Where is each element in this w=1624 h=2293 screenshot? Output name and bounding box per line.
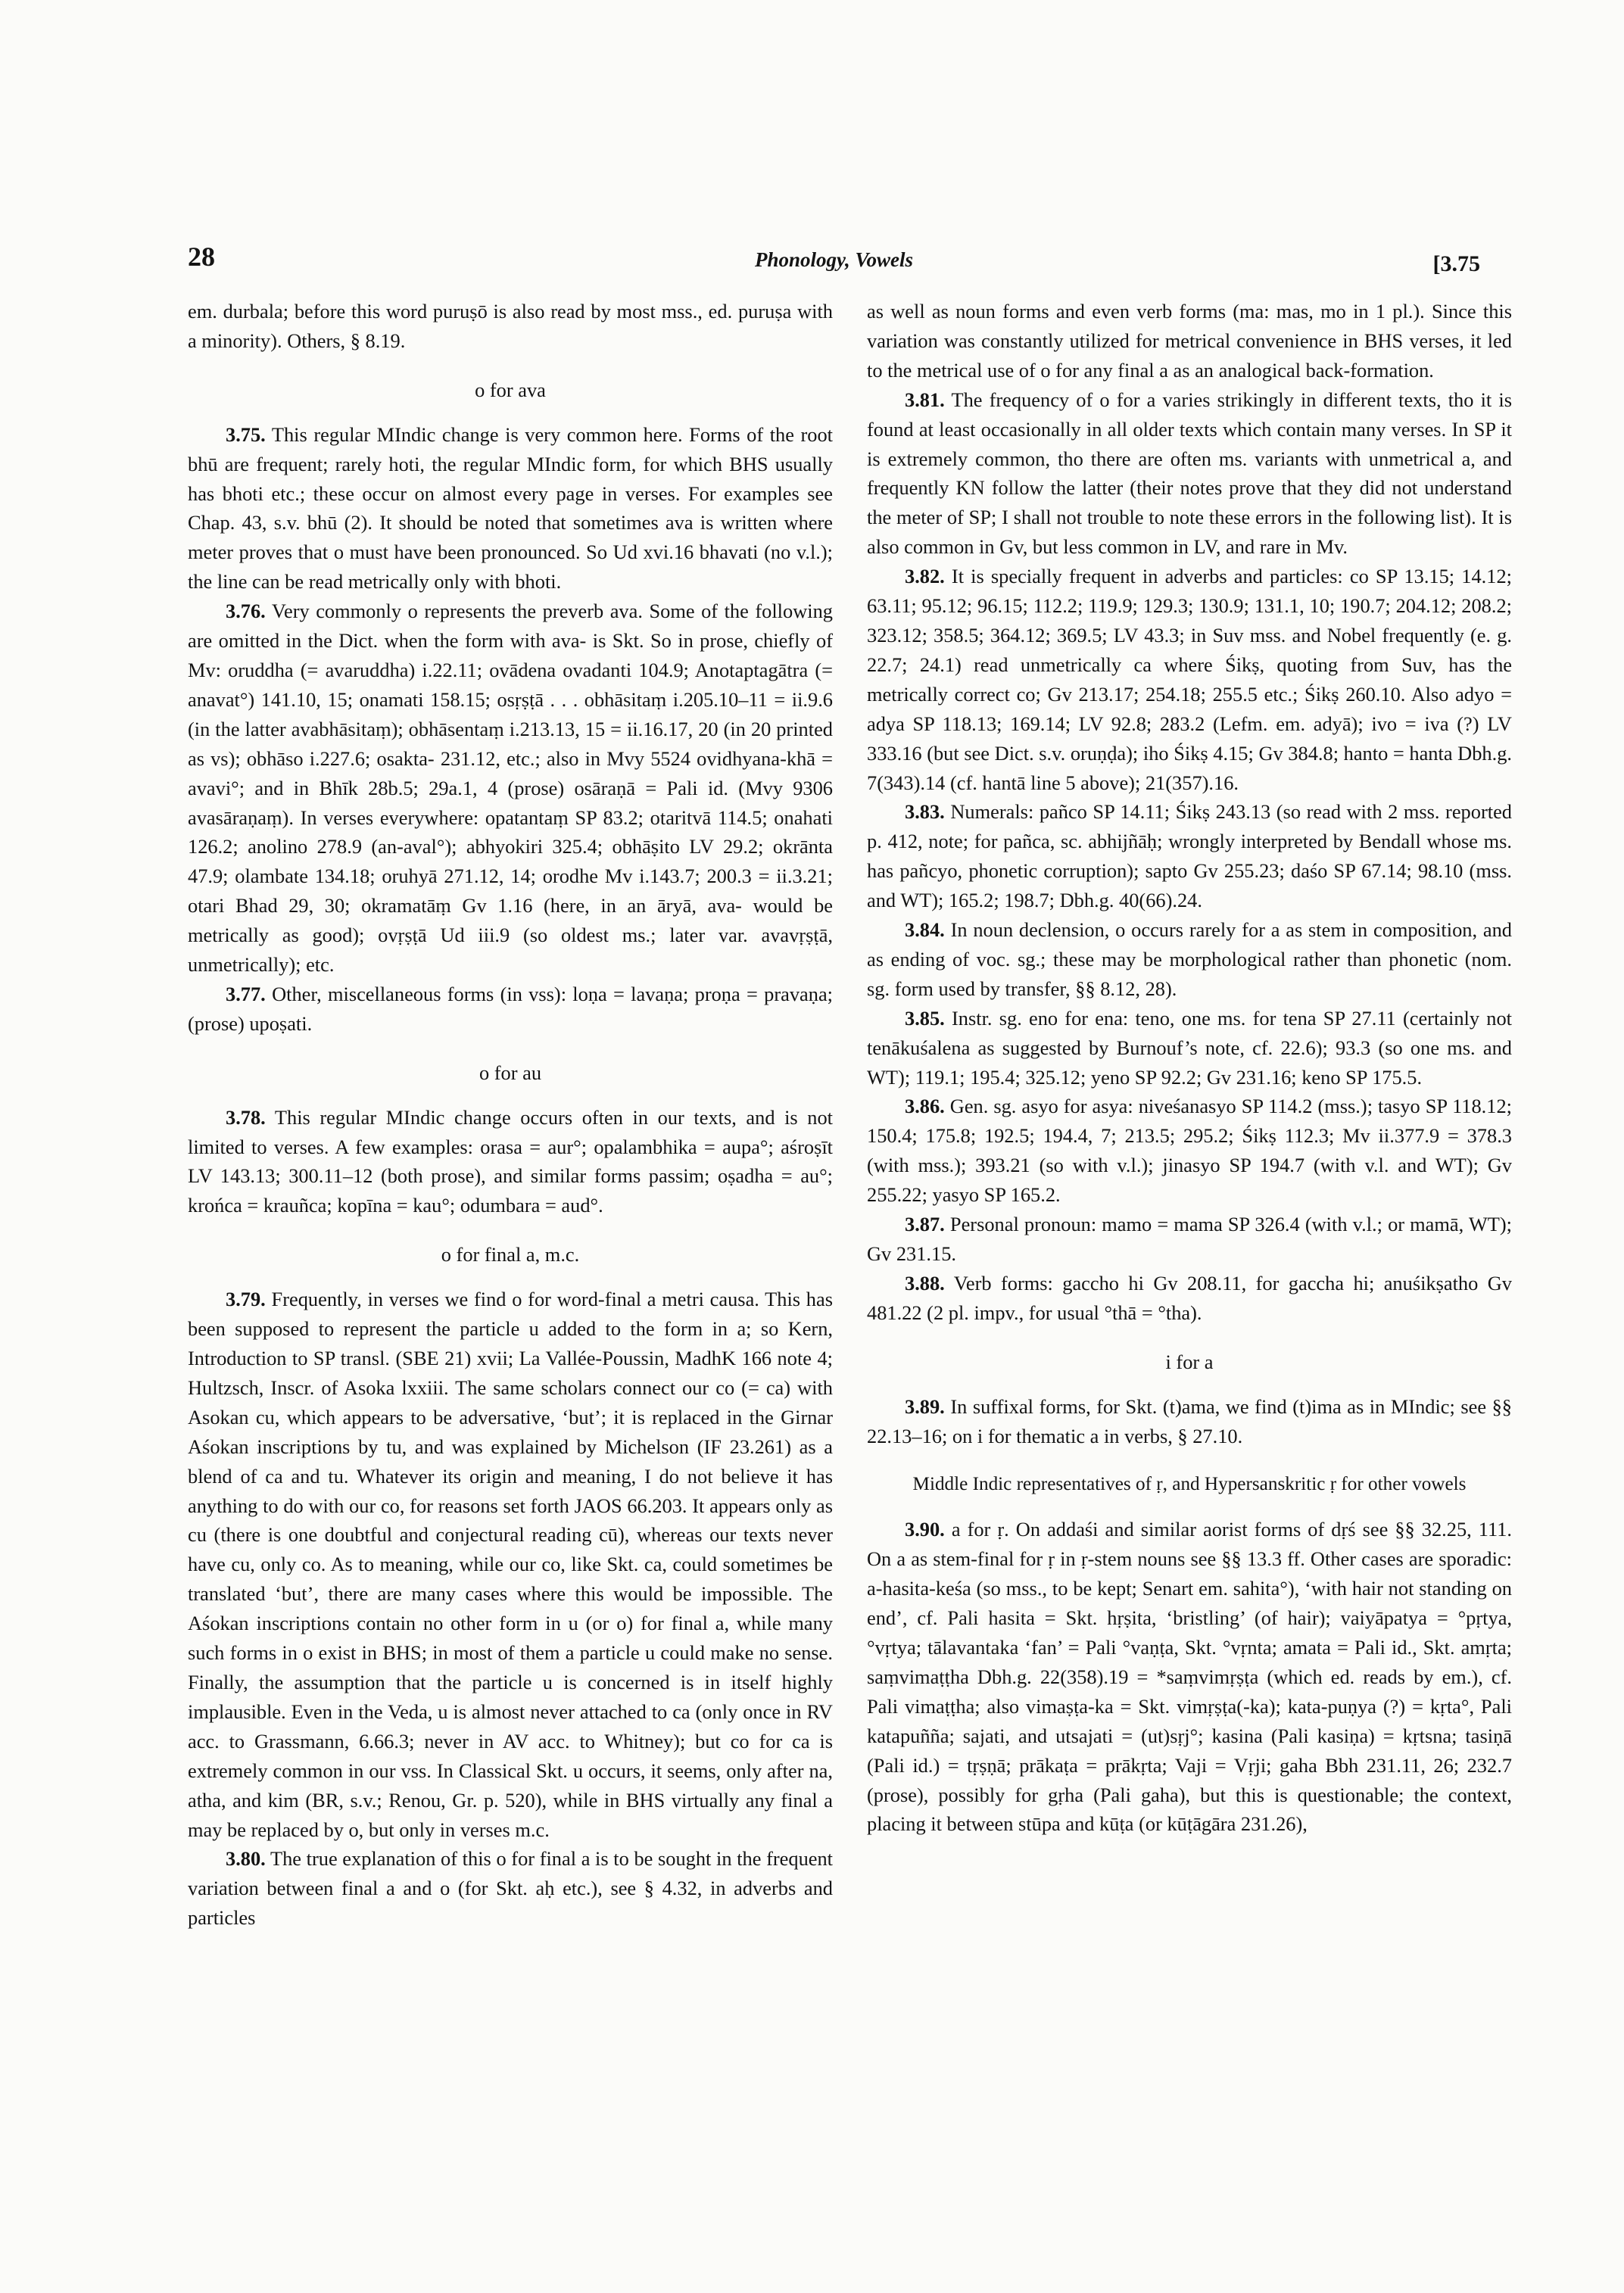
- paragraph-number: 3.88.: [905, 1271, 945, 1294]
- paragraph: [867, 1515, 1512, 1839]
- paragraph-number: 3.75.: [226, 422, 266, 446]
- paragraph-text: It is specially frequent in adverbs and particles: co SP 13.15; 14.12; 63.11; 95.12; 96.15; 112.2; 119.9; 129.3; 130.9; 131.1, 10; 190.7; 204.12; 208.2; 323.12; 358.5; 364.12; 369.5; LV 43.3; in Suv mss. and Nobel frequently (e. g. 22.7; 24.1) read unmetrically ca where Śikṣ, quoting from Suv, has the metrically correct co; Gv 213.17; 254.18; 255.5 etc.; Śikṣ 260.10. Also adyo = adya SP 118.13; 169.14; LV 92.8; 283.2 (Lefm. em. adyā); ivo = iva (?) LV 333.16 (but see Dict. s.v. oruṇḍa); iho Śikṣ 4.15; Gv 384.8; hanto = hanta Dbh.g. 7(343).14 (cf. hantā line 5 above); 21(357).16.: [867, 565, 1512, 794]
- paragraph: [188, 1103, 833, 1221]
- paragraph: [867, 1392, 1512, 1451]
- paragraph: [867, 1210, 1512, 1269]
- paragraph-number: 3.80.: [226, 1847, 266, 1871]
- paragraph-text: as well as noun forms and even verb forms (ma: mas, mo in 1 pl.). Since this variation was constantly utilized for metrical convenience in BHS verses, it led to the metrical use of o for any final a as an analogical back-formation.: [867, 300, 1512, 382]
- paragraph-number: 3.90.: [905, 1518, 945, 1541]
- paragraph: [867, 797, 1512, 915]
- paragraph: [188, 420, 833, 597]
- paragraph-text: Numerals: pañco SP 14.11; Śikṣ 243.13 (so read with 2 mss. reported p. 412, note; for pañca, sc. abhijñāḥ; wrongly interpreted by Bendall whose ms. has pañcyo, phonetic corruption); sapto Gv 255.23; daśo SP 67.14; 98.10 (mss. and WT); 165.2; 198.7; Dbh.g. 40(66).24.: [867, 800, 1512, 912]
- paragraph-text: Instr. sg. eno for ena: teno, one ms. for tena SP 27.11 (certainly not tenākuśalena as suggested by Burnouf’s note, cf. 22.6); 93.3 (so one ms. and WT); 119.1; 195.4; 325.12; yeno SP 92.2; Gv 231.16; keno SP 175.5.: [867, 1006, 1512, 1089]
- left-column: [188, 297, 833, 1933]
- paragraph-number: 3.77.: [226, 982, 266, 1005]
- paragraph: [867, 297, 1512, 385]
- paragraph-number: 3.85.: [905, 1006, 945, 1030]
- paragraph: [188, 297, 833, 356]
- paragraph: [188, 1285, 833, 1844]
- paragraph-text: em. durbala; before this word puruṣō is also read by most mss., ed. puruṣa with a minority). Others, § 8.19.: [188, 300, 833, 352]
- paragraph: [188, 597, 833, 980]
- page-header: [188, 241, 1480, 279]
- paragraph-number: 3.79.: [226, 1288, 266, 1311]
- paragraph-text: Other, miscellaneous forms (in vss): loṇa = lavaṇa; proṇa = pravaṇa; (prose) upoṣati.: [188, 982, 833, 1035]
- paragraph-text: Personal pronoun: mamo = mama SP 326.4 (with v.l.; or mamā, WT); Gv 231.15.: [867, 1213, 1512, 1265]
- paragraph-number: 3.78.: [226, 1105, 266, 1129]
- paragraph-number: 3.76.: [226, 600, 266, 623]
- paragraph-text: a for ṛ. On addaśi and similar aorist forms of dṛś see §§ 32.25, 111. On a as stem-final for ṛ in ṛ-stem nouns see §§ 13.3 ff. Other cases are sporadic: a-hasita-keśa (so mss., to be kept; Senart em. sahita°), ‘with hair not standing on end’, cf. Pali hasita = Skt. hṛṣita, ‘bristling’ (of hair); vaiyāpatya = °pṛtya, °vṛtya; tālavantaka ‘fan’ = Pali °vaṇṭa, Skt. °vṛnta; amata = Pali id., Skt. amṛta; saṃvimaṭṭha Dbh.g. 22(358).19 = *saṃvimṛṣṭa (which ed. reads by em.), cf. Pali vimaṭṭha; also vimaṣṭa-ka = Skt. vimṛṣṭa(-ka); kata-puṇya (?) = kṛta°, Pali katapuñña; sajati, and utsajati = (ut)sṛj°; kasina (Pali kasiṇa) = kṛtsna; tasiṇā (Pali id.) = tṛṣṇā; prākaṭa = prākṛta; Vaji = Vṛji; gaha Bbh 231.11, 26; 232.7 (prose), possibly for gṛha (Pali gaha), but this is questionable; the context, placing it between stūpa and kūṭa (or kūṭāgāra 231.26),: [867, 1518, 1512, 1836]
- paragraph-text: This regular MIndic change occurs often in our texts, and is not limited to verses. A few examples: orasa = aur°; opalambhika = aupa°; aśroṣīt LV 143.13; 300.11–12 (both prose), and similar forms passim; oṣadha = au°; krońca = krauñca; kopīna = kau°; odumbara = aud°.: [188, 1105, 834, 1217]
- paragraph-text: This regular MIndic change is very common here. Forms of the root bhū are frequent; rarely hoti, the regular MIndic form, for which BHS usually has bhoti etc.; these occur on almost every page in verses. For examples see Chap. 43, s.v. bhū (2). It should be noted that sometimes ava is written where meter proves that o must have been pronounced. So Ud xvi.16 bhavati (no v.l.); the line can be read metrically only with bhoti.: [188, 422, 834, 594]
- paragraph-text: Frequently, in verses we find o for word-final a metri causa. This has been supposed to represent the particle u added to the form in a; so Kern, Introduction to SP transl. (SBE 21) xvii; La Vallée-Poussin, MadhK 166 note 4; Hultzsch, Inscr. of Asoka lxxiii. The same scholars connect our co (= ca) with Asokan cu, which appears to be adversative, ‘but’; it is replaced in the Girnar Aśokan inscriptions by tu, and was explained by Michelson (IF 23.261) as a blend of ca and tu. Whatever its origin and meaning, I do not believe it has anything to do with our co, for reasons set forth JAOS 66.203. It appears only as cu (there is one doubtful and conjectural reading cū), whereas our texts never have cu, only co. As to meaning, while our co, like Skt. ca, could sometimes be translated ‘but’, there are many cases where this would be impossible. The Aśokan inscriptions contain no other form in u (or o) for final a, while many such forms in o exist in BHS; in most of them a particle u could make no sense. Finally, the assumption that the particle u is concerned is in itself highly implausible. Even in the Veda, u is almost never attached to ca (only once in RV acc. to Grassmann, 6.66.3; never in AV acc. to Whitney); but co for ca is extremely common in our vss. In Classical Skt. u occurs, it seems, only after na, atha, and kim (BR, s.v.; Renou, Gr. p. 520), while in BHS virtually any final a may be replaced by o, but only in verses m.c.: [188, 1288, 833, 1841]
- paragraph-text: The true explanation of this o for final a is to be sought in the frequent variation between final a and o (for Skt. aḥ etc.), see § 4.32, in adverbs and particles: [188, 1847, 834, 1930]
- page-number: 28: [188, 241, 215, 272]
- paragraph-number: 3.89.: [905, 1394, 945, 1418]
- right-column: [867, 297, 1512, 1839]
- paragraph: [867, 1269, 1512, 1328]
- paragraph-number: 3.87.: [905, 1213, 945, 1236]
- paragraph: [867, 562, 1512, 797]
- section-heading: i for a: [1165, 1350, 1214, 1373]
- paragraph-text: The frequency of o for a varies strikingly in different texts, tho it is found at least occasionally in all older texts which contain many verses. In SP it is extremely common, tho there are often ms. variants with unmetrical a, and frequently KN follow the latter (their notes prove that they did not understand the meter of SP; I shall not trouble to note these errors in the following list). It is also common in Gv, but less common in LV, and rare in Mv.: [867, 388, 1512, 559]
- running-title: Phonology, Vowels: [754, 248, 914, 271]
- paragraph-number: 3.82.: [905, 565, 945, 588]
- paragraph: [188, 980, 833, 1039]
- paragraph-number: 3.86.: [905, 1095, 945, 1118]
- section-marker: [3.75: [1432, 251, 1480, 276]
- section-heading: Middle Indic representatives of ṛ, and Hypersanskritic ṛ for other vowels: [912, 1474, 1467, 1495]
- section-heading: o for ava: [475, 378, 546, 401]
- paragraph: [867, 1004, 1512, 1092]
- paragraph: [867, 915, 1512, 1004]
- paragraph-text: Very commonly o represents the preverb ava. Some of the following are omitted in the Dict. when the form with ava- is Skt. So in prose, chiefly of Mv: oruddha (= avaruddha) i.22.11; ovādena ovadanti 104.9; Anotaptagātra (= anavat°) 141.10, 15; onamati 158.15; osṛṣṭā . . . obhāsitaṃ i.205.10–11 = ii.9.6 (in the latter avabhāsitaṃ); obhāsentaṃ i.213.13, 15 = ii.16.17, 20 (in 20 printed as vs); obhāso i.227.6; osakta- 231.12, etc.; also in Mvy 5524 ovidhyana-khā = avavi°; and in Bhīk 28b.5; 29a.1, 4 (prose) osāraṇā = Pali id. (Mvy 9306 avasāraṇaṃ). In verses everywhere: opatantaṃ SP 83.2; otaritvā 114.5; onahati 126.2; anolino 278.9 (an-aval°); abhyokiri 325.4; obhāṣito LV 29.2; okrānta 47.9; olambate 134.18; oruhyā 271.12, 14; orodhe Mv i.143.7; 200.3 = ii.3.21; otari Bhad 29, 30; okramatāṃ Gv 1.16 (here, in an āryā, ava- would be metrically as good); ovṛṣṭā Ud iii.9 (so oldest ms.; later var. avavṛṣṭā, unmetrically); etc.: [188, 600, 833, 977]
- paragraph: [188, 1844, 833, 1933]
- paragraph-text: In noun declension, o occurs rarely for a as stem in composition, and as ending of voc. sg.; these may be morphological rather than phonetic (nom. sg. form used by transfer, §§ 8.12, 28).: [867, 918, 1512, 1000]
- paragraph-number: 3.81.: [905, 388, 945, 411]
- paragraph-text: Verb forms: gaccho hi Gv 208.11, for gaccha hi; anuśikṣatho Gv 481.22 (2 pl. impv., for usual °thā = °tha).: [867, 1271, 1512, 1324]
- paragraph: [867, 1092, 1512, 1210]
- paragraph-number: 3.84.: [905, 918, 945, 942]
- section-heading: o for au: [478, 1061, 542, 1084]
- paragraph-text: In suffixal forms, for Skt. (t)ama, we find (t)ima as in MIndic; see §§ 22.13–16; on i for thematic a in verbs, § 27.10.: [867, 1394, 1512, 1447]
- paragraph-text: Gen. sg. asyo for asya: niveśanasyo SP 114.2 (mss.); tasyo SP 118.12; 150.4; 175.8; 192.5; 194.4, 7; 213.5; 295.2; Śikṣ 112.3; Mv ii.377.9 = 378.3 (with mss.); 393.21 (so with v.l.); jinasyo SP 194.7 (with v.l. and WT); Gv 255.22; yasyo SP 165.2.: [867, 1095, 1512, 1207]
- paragraph: [867, 385, 1512, 562]
- paragraph-number: 3.83.: [905, 800, 945, 824]
- section-heading: o for final a, m.c.: [441, 1243, 580, 1266]
